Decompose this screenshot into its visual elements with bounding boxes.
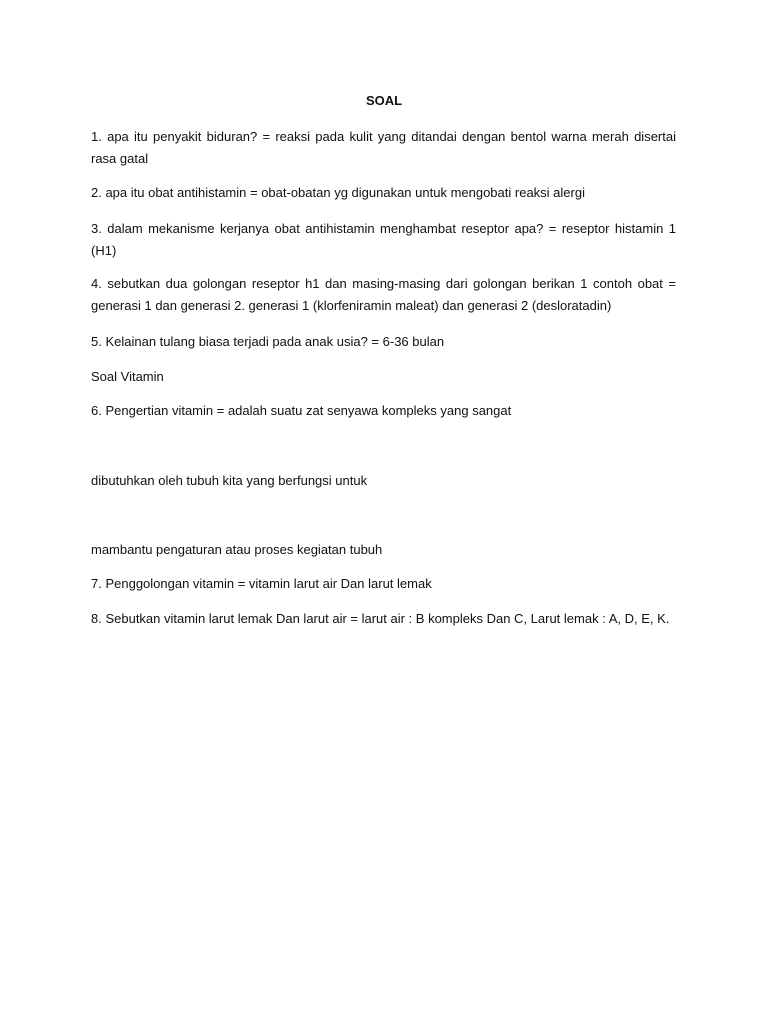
- paragraph-6: 6. Pengertian vitamin = adalah suatu zat senyawa kompleks yang sangat: [91, 403, 512, 418]
- paragraph-7: 7. Penggolongan vitamin = vitamin larut air Dan larut lemak: [91, 576, 432, 591]
- section-heading-vitamin: Soal Vitamin: [91, 369, 164, 384]
- paragraph-1: 1. apa itu penyakit biduran? = reaksi pada kulit yang ditandai dengan bentol warna merah disertai rasa gatal: [91, 129, 676, 166]
- paragraph-6-continued-2: mambantu pengaturan atau proses kegiatan tubuh: [91, 542, 383, 557]
- paragraph-8: 8. Sebutkan vitamin larut lemak Dan larut air = larut air : B kompleks Dan C, Larut lemak : A, D, E, K.: [91, 611, 670, 626]
- paragraph-3: 3. dalam mekanisme kerjanya obat antihistamin menghambat reseptor apa? = reseptor histamin 1 (H1): [91, 221, 676, 258]
- paragraph-2: 2. apa itu obat antihistamin = obat-obatan yg digunakan untuk mengobati reaksi alergi: [91, 185, 585, 200]
- paragraph-4: 4. sebutkan dua golongan reseptor h1 dan masing-masing dari golongan berikan 1 contoh obat = generasi 1 dan generasi 2. generasi 1 (klorfeniramin maleat) dan generasi 2 (desloratadin): [91, 276, 676, 313]
- paragraph-5: 5. Kelainan tulang biasa terjadi pada anak usia? = 6-36 bulan: [91, 334, 445, 349]
- paragraph-6-continued-1: dibutuhkan oleh tubuh kita yang berfungsi untuk: [91, 473, 368, 488]
- document-title: SOAL: [365, 93, 403, 108]
